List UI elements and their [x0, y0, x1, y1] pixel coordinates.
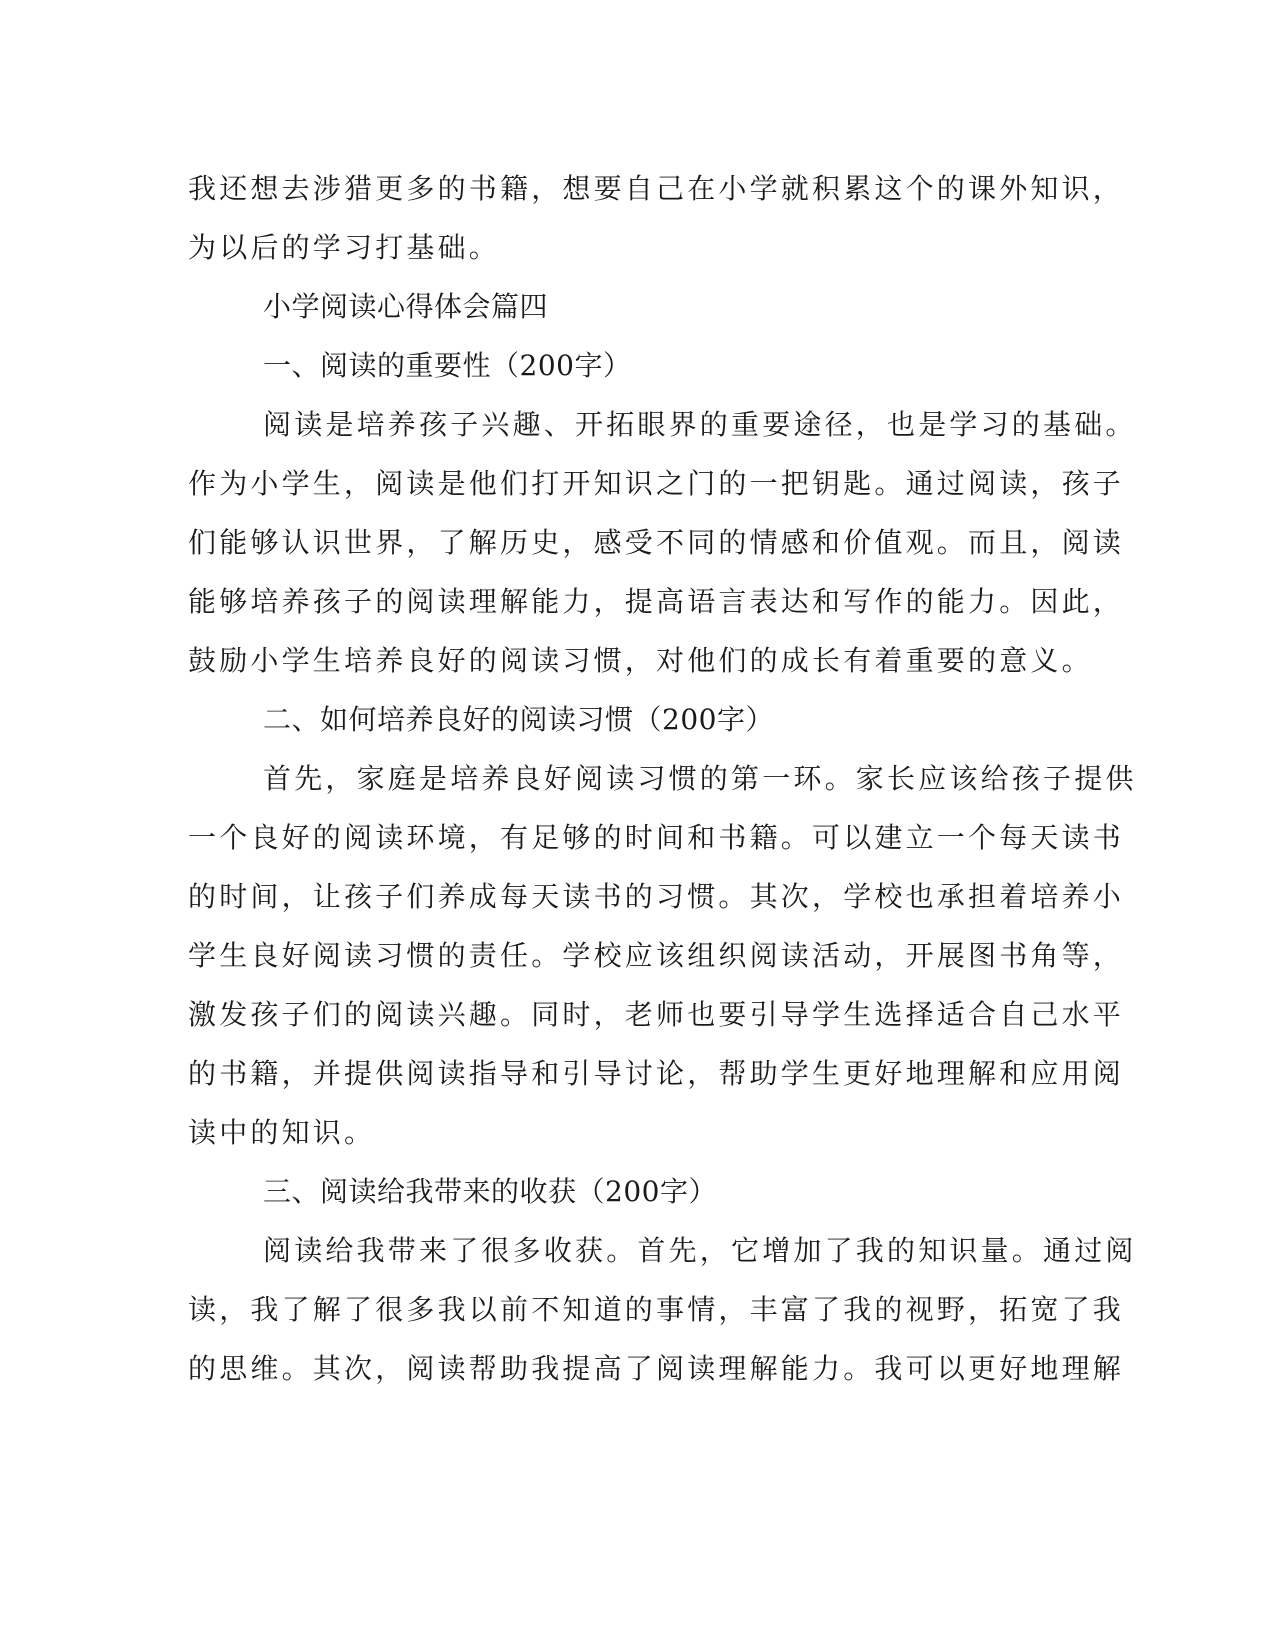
paragraph-line: 阅读是培养孩子兴趣、开拓眼界的重要途径，也是学习的基础。	[263, 408, 1137, 441]
paragraph-line: 们能够认识世界，了解历史，感受不同的情感和价值观。而且，阅读	[188, 526, 1125, 559]
paragraph-line: 的思维。其次，阅读帮助我提高了阅读理解能力。我可以更好地理解	[188, 1352, 1125, 1385]
subheading: 一、阅读的重要性（200字）	[263, 349, 632, 382]
paragraph-line: 的书籍，并提供阅读指导和引导讨论，帮助学生更好地理解和应用阅	[188, 1057, 1125, 1090]
paragraph-line: 能够培养孩子的阅读理解能力，提高语言表达和写作的能力。因此，	[188, 585, 1125, 618]
paragraph-line: 的时间，让孩子们养成每天读书的习惯。其次，学校也承担着培养小	[188, 880, 1125, 913]
paragraph-line: 学生良好阅读习惯的责任。学校应该组织阅读活动，开展图书角等，	[188, 939, 1125, 972]
paragraph-line: 激发孩子们的阅读兴趣。同时，老师也要引导学生选择适合自己水平	[188, 998, 1125, 1031]
paragraph-line: 为以后的学习打基础。	[188, 231, 501, 264]
paragraph-line: 首先，家庭是培养良好阅读习惯的第一环。家长应该给孩子提供	[263, 762, 1137, 795]
paragraph-line: 鼓励小学生培养良好的阅读习惯，对他们的成长有着重要的意义。	[188, 644, 1093, 677]
paragraph-line: 读中的知识。	[188, 1116, 376, 1149]
subheading: 二、如何培养良好的阅读习惯（200字）	[263, 703, 774, 736]
section-title: 小学阅读心得体会篇四	[263, 290, 549, 323]
document-body	[188, 159, 1137, 1398]
paragraph-line: 一个良好的阅读环境，有足够的时间和书籍。可以建立一个每天读书	[188, 821, 1125, 854]
paragraph-line: 阅读给我带来了很多收获。首先，它增加了我的知识量。通过阅	[263, 1234, 1137, 1267]
paragraph-line: 读，我了解了很多我以前不知道的事情，丰富了我的视野，拓宽了我	[188, 1293, 1125, 1326]
paragraph-line: 作为小学生，阅读是他们打开知识之门的一把钥匙。通过阅读，孩子	[188, 467, 1125, 500]
subheading: 三、阅读给我带来的收获（200字）	[263, 1175, 717, 1208]
paragraph-line: 我还想去涉猎更多的书籍，想要自己在小学就积累这个的课外知识，	[188, 172, 1125, 205]
